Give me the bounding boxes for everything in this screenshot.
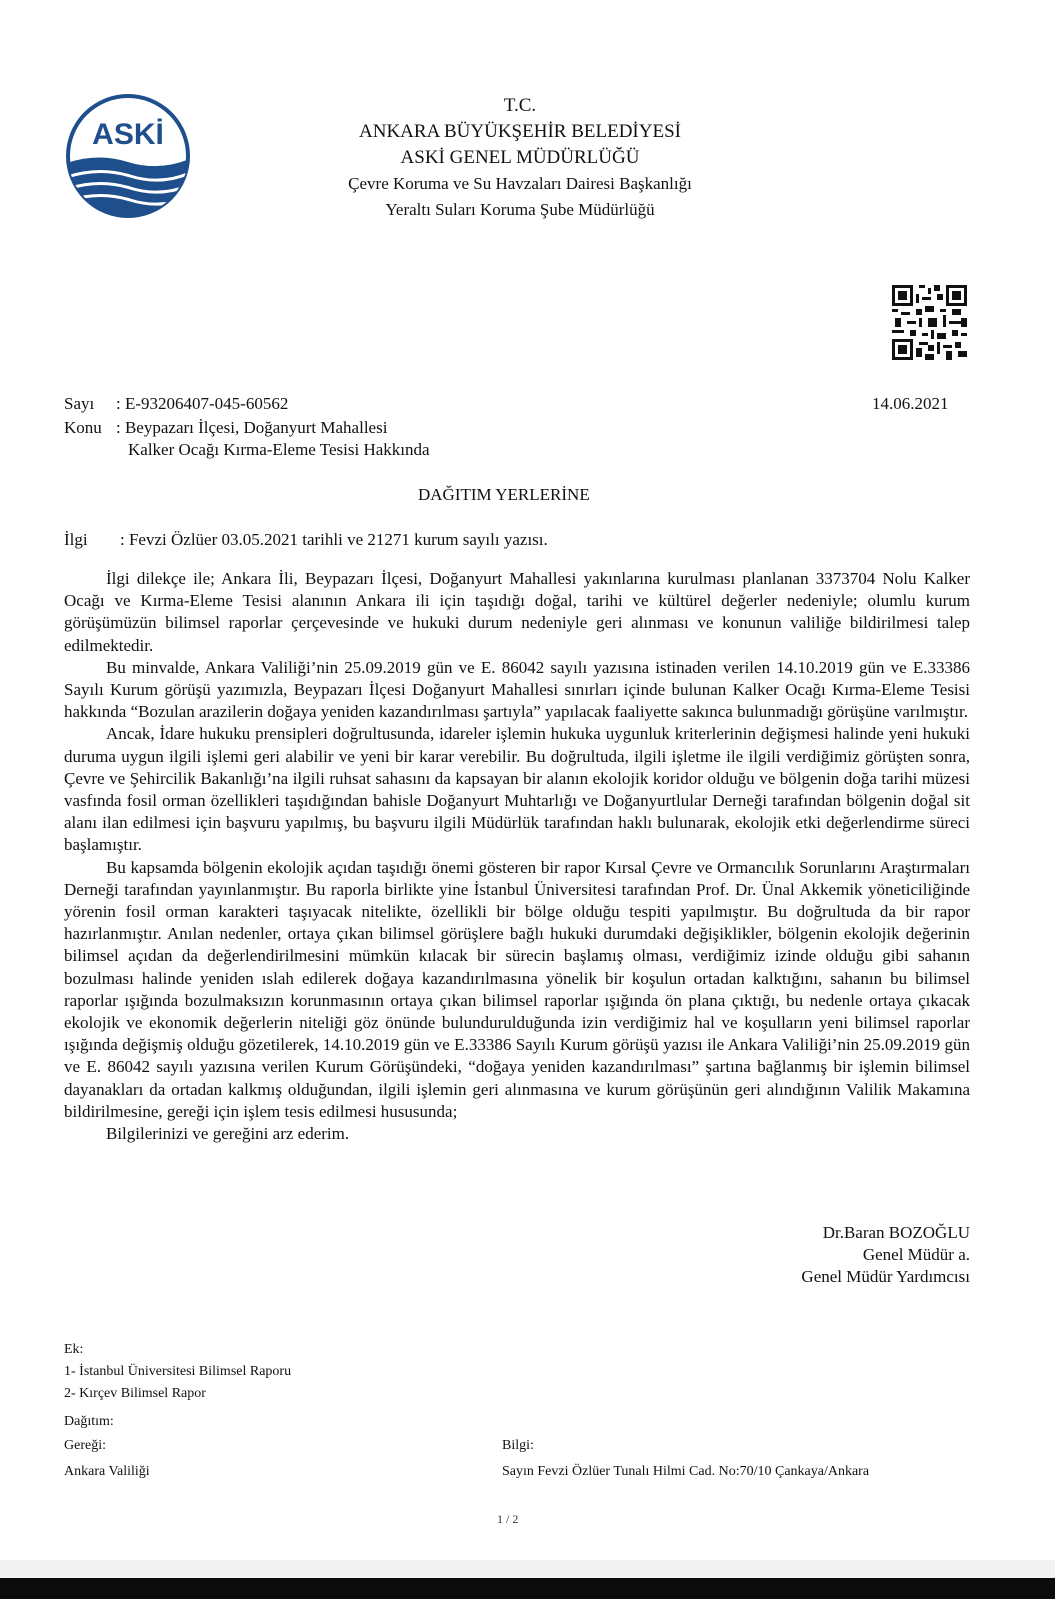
- paragraph-1: İlgi dilekçe ile; Ankara İli, Beypazarı İlçesi, Doğanyurt Mahallesi yakınlarına kurulması planlanan 3373704 Nolu Kalker Ocağı ve Kırma-Eleme Tesisi alanının Ankara ili için taşıdığı doğal, tarihi ve kültürel değerler nedeniyle; olumlu kurum görüşümüzün bilimsel raporlar çerçevesinde ve hukuki durum nedeniyle geri alınması ve konunun valiliğe bildirilmesi talep edilmektedir.: [64, 569, 970, 655]
- header-line-tc: T.C.: [503, 95, 537, 116]
- distribution-gereği-value: Ankara Valiliği: [64, 1464, 150, 1479]
- signatory-title-1: Genel Müdür a.: [862, 1245, 970, 1264]
- logo-text: ASKİ: [92, 118, 164, 151]
- attachments-label: Ek:: [64, 1342, 84, 1357]
- paragraph-closing: Bilgilerinizi ve gereğini arz ederim.: [106, 1124, 350, 1144]
- paragraph-4: Bu kapsamda bölgenin ekolojik açıdan taşıdığı önemi gösteren bir rapor Kırsal Çevre ve Ormancılık Sorunlarını Araştırmaları Derneği tarafından yayınlanmıştır. Bu raporla birlikte yine İstanbul Üniversitesi tarafından Prof. Dr. Ünal Akkemik yöneticiliğinde yörenin fosil orman karakteri taşıyacak nitelikte, özellikli bir bölge olduğu tespiti yapılmıştır. Bu doğrultuda da bir rapor hazırlanmıştır. Anılan nedenler, ortaya çıkan bilimsel görüşlere bağlı hukuki durumdaki değişiklikler, bölgenin ekolojik değerinin bilimsel açıdan da değerlendirilmesini mümkün kılacak bir sürecin başlamış olması, verdiğimiz izinde olduğu gibi sahanın bozulması halinde yeniden ıslah edilerek doğaya kazandırılmasına yönelik bir koşulun ortadan kalktığını, sahanın bu bilimsel raporlar ışığında bozulmaksızın korunmasının ortaya çıkan bilimsel raporlar ışığında ön plana çıktığı, bu nedenle ortaya çıkacak ekolojik ve ekonomik değerlerin niteliği göz önünde bulundurulduğunda izin verdiğimiz hal ve koşulların yeni bilimsel raporlar ışığında değişmiş olduğu gözetilerek, 14.10.2019 gün ve E.33386 Sayılı Kurum görüşü yazısı ile Ankara Valiliği’nin 25.09.2019 gün ve E. 86042 sayılı yazısına verilen Kurum Görüşündeki, “doğaya yeniden kazandırılması” şartına bağlanmış bir işlemin bilimsel dayanakları da ortadan kalkmış olduğundan, ilgili işlemin geri alınmasına ve kurum görüşünün geri alındığının Valilik Makamına bildirilmesine, gereği için işlem tesis edilmesi hususunda;: [64, 857, 970, 1121]
- page-indicator: 1 / 2: [497, 1512, 519, 1526]
- qr-code: [892, 285, 967, 360]
- attachment-item: 1- İstanbul Üniversitesi Bilimsel Raporu: [64, 1364, 292, 1379]
- header-line-branch: Yeraltı Suları Koruma Şube Müdürlüğü: [385, 200, 655, 219]
- distribution-gereği-label: Gereği:: [64, 1438, 106, 1453]
- ilgi-value: : Fevzi Özlüer 03.05.2021 tarihli ve 21271 kurum sayılı yazısı.: [120, 530, 548, 549]
- document-date: 14.06.2021: [872, 394, 949, 413]
- attachment-item: 2- Kırçev Bilimsel Rapor: [64, 1386, 206, 1401]
- bottom-bar: [0, 1578, 1055, 1599]
- konu-label: Konu: [64, 418, 102, 437]
- paragraph-3: Ancak, İdare hukuku prensipleri doğrultusunda, idareler işlemin hukuka uygunluk kriterlerinin değişmesi halinde yeni hukuki duruma uygun ilgili işlemi geri alabilir ve yeni bir karar verebilir. Bu doğrultuda, ilgili işletme ile ilgili verdiğimiz görüşten sonra, Çevre ve Şehircilik Bakanlığı’na ilgili ruhsat sahasını da kapsayan bir alanın ekolojik koridor olduğu ve bölgenin doğa tarihi müzesi vasfında fosil orman özellikleri taşıdığından bahisle Doğanyurt Muhtarlığı ve Doğanyurtlular Derneği tarafından bölgenin doğal sit alanı ilan edilmesi için başvuru yapılmış, bu başvuru ilgili Müdürlük tarafından haklı bulunarak, ekolojik etki değerlendirme süreci başlamıştır.: [64, 724, 970, 855]
- paragraph-2: Bu minvalde, Ankara Valiliği’nin 25.09.2019 gün ve E. 86042 sayılı yazısına istinaden verilen 14.10.2019 gün ve E.33386 Sayılı Kurum görüşü yazımızla, Beypazarı İlçesi Doğanyurt Mahallesi sınırları içinde bulunan Kalker Ocağı Kırma-Eleme Tesisi hakkında “Bozulan arazilerin doğaya yeniden kazandırılması şartıyla” yapılacak faaliyette sakınca bulunmadığı görüşüne varılmıştır.: [64, 657, 970, 722]
- distribution-bilgi-value: Sayın Fevzi Özlüer Tunalı Hilmi Cad. No:70/10 Çankaya/Ankara: [502, 1464, 870, 1479]
- aski-logo: [64, 92, 192, 220]
- konu-line-1: : Beypazarı İlçesi, Doğanyurt Mahallesi: [116, 418, 388, 437]
- distribution-bilgi-label: Bilgi:: [502, 1438, 534, 1453]
- header-line-department: Çevre Koruma ve Su Havzaları Dairesi Başkanlığı: [348, 174, 692, 193]
- sayi-value: : E-93206407-045-60562: [116, 394, 289, 413]
- distribution-label: Dağıtım:: [64, 1414, 114, 1429]
- sayi-label: Sayı: [64, 394, 95, 413]
- header-line-municipality: ANKARA BÜYÜKŞEHİR BELEDİYESİ: [359, 121, 681, 142]
- signature-block: [740, 1222, 970, 1288]
- signatory-name: Dr.Baran BOZOĞLU: [822, 1223, 970, 1242]
- konu-line-2: Kalker Ocağı Kırma-Eleme Tesisi Hakkında: [128, 440, 430, 459]
- recipient-heading: DAĞITIM YERLERİNE: [418, 485, 590, 504]
- signatory-title-2: Genel Müdür Yardımcısı: [801, 1267, 970, 1286]
- letter-body: [64, 568, 970, 1145]
- letterhead: [300, 93, 740, 223]
- ilgi-label: İlgi: [64, 530, 88, 549]
- header-line-directorate: ASKİ GENEL MÜDÜRLÜĞÜ: [400, 147, 640, 168]
